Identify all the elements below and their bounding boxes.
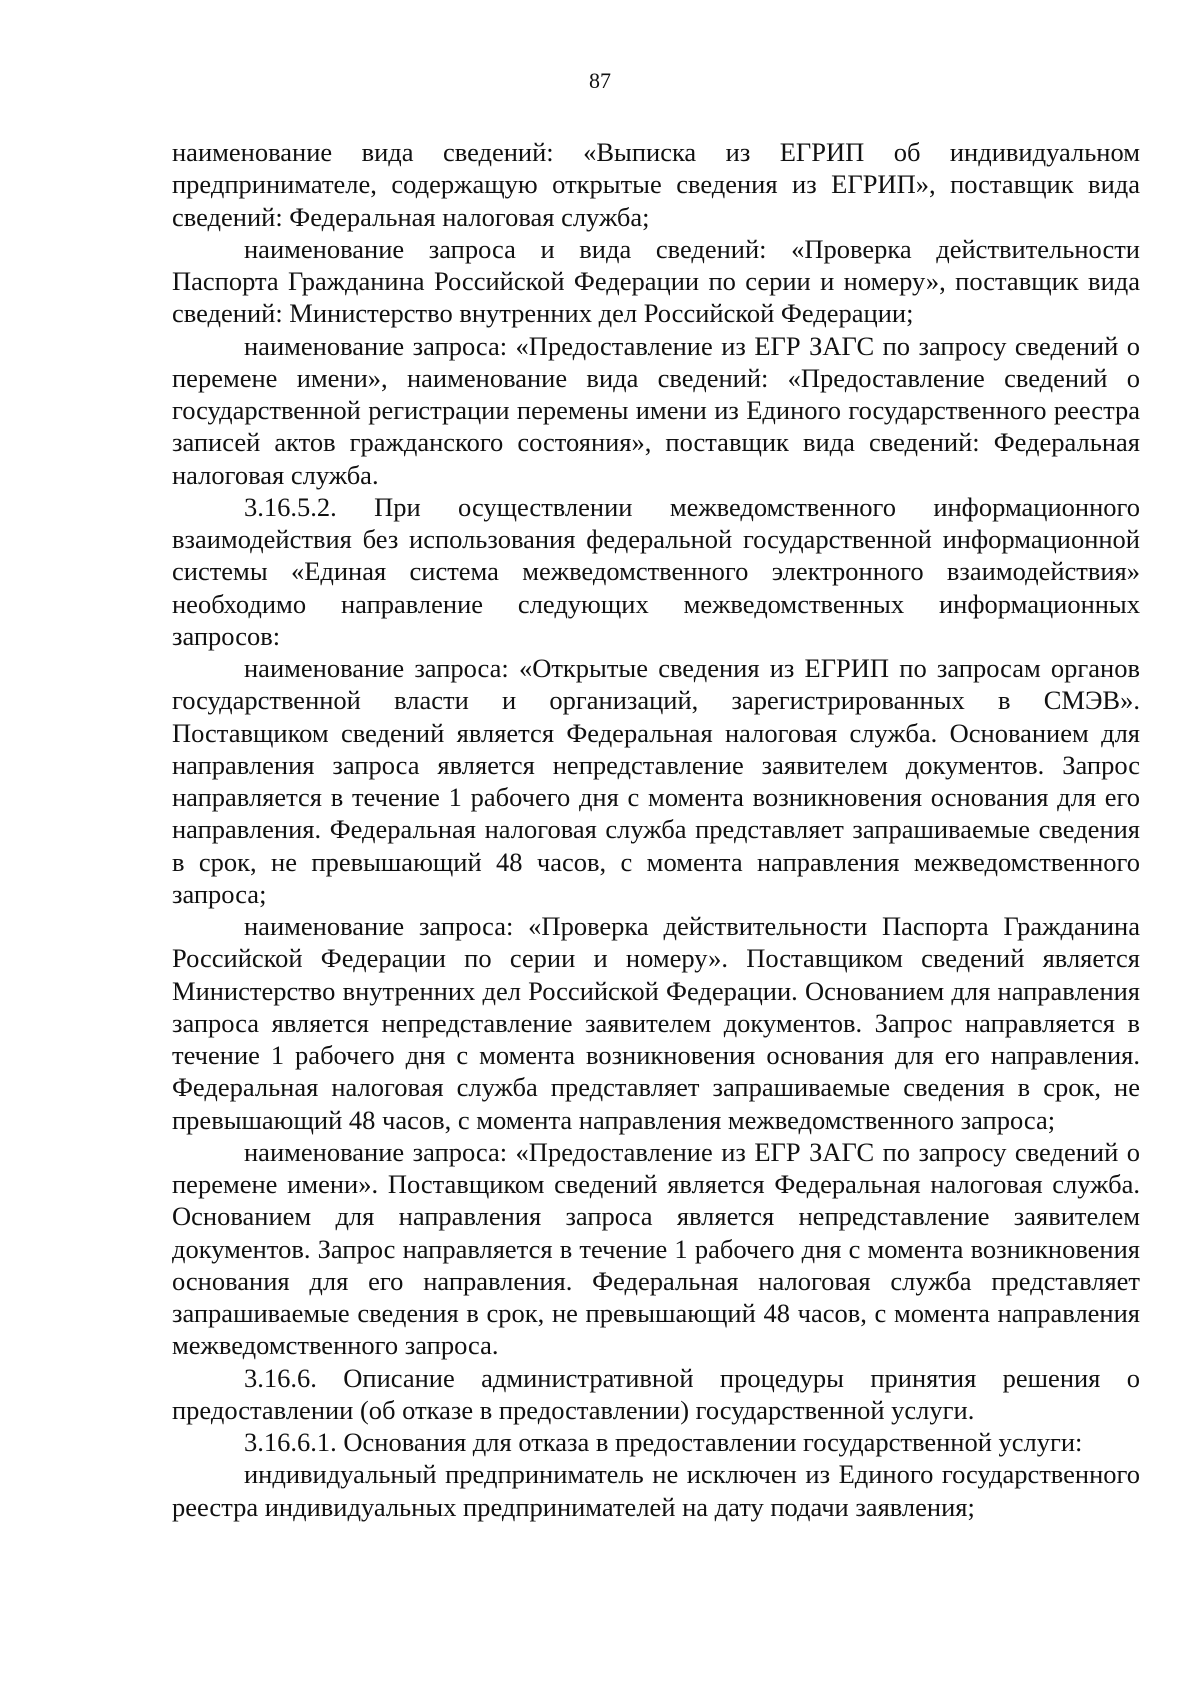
paragraph-zags-name-change-request: наименование запроса: «Предоставление из ЕГР ЗАГС по запросу сведений о перемене имени». Поставщиком сведений является Федеральная налоговая служба. Основанием для направления запроса является непредставление заявителем документов. Запрос направляется в течение 1 рабочего дня с момента возникновения основания для его направления. Федеральная налоговая служба представляет запрашиваемые сведения в срок, не превышающий 48 часов, с момента направления межведомственного запроса. [172, 1136, 1140, 1361]
paragraph-refusal-ground: индивидуальный предприниматель не исключен из Единого государственного реестра индивидуальных предпринимателей на дату подачи заявления; [172, 1459, 1140, 1522]
paragraph-name-change-request: наименование запроса: «Предоставление из ЕГР ЗАГС по запросу сведений о перемене имени», наименование вида сведений: «Предоставление сведений о государственной регистрации перемены имени из Единого государственного реестра записей актов гражданского состояния», поставщик вида сведений: Федеральная налоговая служба. [172, 330, 1140, 490]
paragraph-section-3-16-6: 3.16.6. Описание административной процедуры принятия решения о предоставлении (об отказе в предоставлении) государственной услуги. [172, 1362, 1140, 1425]
paragraph-section-3-16-6-1: 3.16.6.1. Основания для отказа в предоставлении государственной услуги: [244, 1427, 1083, 1457]
paragraph-passport-check: наименование запроса и вида сведений: «Проверка действительности Паспорта Гражданина Российской Федерации по серии и номеру», поставщик вида сведений: Министерство внутренних дел Российской Федерации; [172, 233, 1140, 329]
paragraph-section-3-16-5-2: 3.16.5.2. При осуществлении межведомственного информационного взаимодействия без использования федеральной государственной информационной системы «Единая система межведомственного электронного взаимодействия» необходимо направление следующих межведомственных информационных запросов: [172, 491, 1140, 651]
paragraph-passport-check-request: наименование запроса: «Проверка действительности Паспорта Гражданина Российской Федерации по серии и номеру». Поставщиком сведений является Министерство внутренних дел Российской Федерации. Основанием для направления запроса является непредставление заявителем документов. Запрос направляется в течение 1 рабочего дня с момента возникновения основания для его направления. Федеральная налоговая служба представляет запрашиваемые сведения в срок, не превышающий 48 часов, с момента направления межведомственного запроса; [172, 911, 1140, 1135]
paragraph-egrip-extract: наименование вида сведений: «Выписка из ЕГРИП об индивидуальном предпринимателе, содержащую открытые сведения из ЕГРИП», поставщик вида сведений: Федеральная налоговая служба; [172, 137, 1140, 232]
paragraph-egrip-open-data-request: наименование запроса: «Открытые сведения из ЕГРИП по запросам органов государственной власти и организаций, зарегистрированных в СМЭВ». Поставщиком сведений является Федеральная налоговая служба. Основанием для направления запроса является непредставление заявителем документов. Запрос направляется в течение 1 рабочего дня с момента возникновения основания для его направления. Федеральная налоговая служба представляет запрашиваемые сведения в срок, не превышающий 48 часов, с момента направления межведомственного запроса; [172, 653, 1140, 909]
document-body [172, 136, 1140, 1523]
page-number: 87 [589, 68, 611, 93]
